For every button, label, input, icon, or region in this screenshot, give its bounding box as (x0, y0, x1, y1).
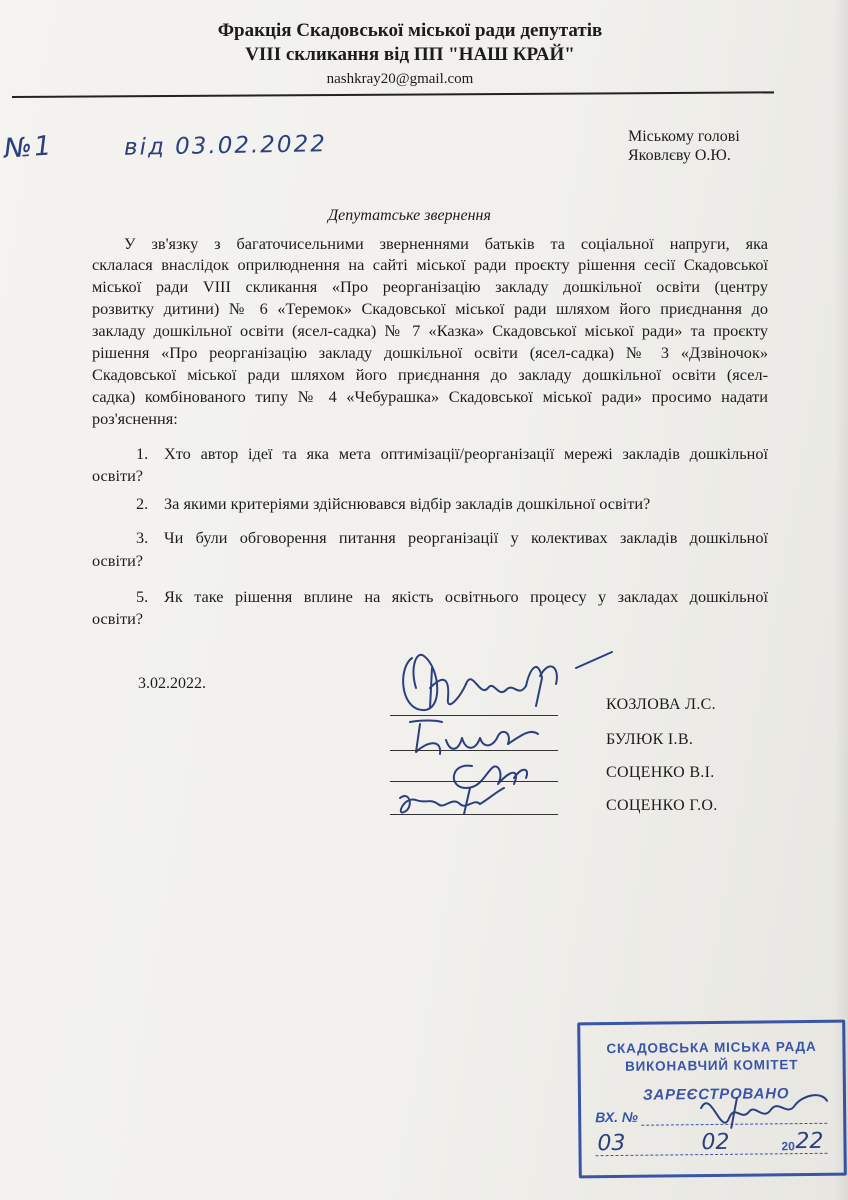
stamp-committee: ВИКОНАВЧИЙ КОМІТЕТ (624, 1057, 799, 1074)
stamp-year-suffix: 22 (795, 1128, 824, 1155)
question-text: Хто автор ідеї та яка мета оптимізації/реорганізації мережі закладів дошкільної (164, 444, 768, 463)
registration-stamp (577, 1020, 847, 1179)
signatory-name: СОЦЕНКО Г.О. (606, 797, 718, 814)
document-title: Депутатське звернення (328, 207, 491, 224)
question-item-cont (92, 551, 768, 571)
handwritten-signatures (380, 628, 620, 828)
addressee-name: Яковлєву О.Ю. (628, 147, 731, 164)
question-text-cont: освіти? (92, 466, 144, 485)
signature-line (390, 781, 558, 782)
header-organization: Фракція Скадовської міської ради депутатів (217, 20, 603, 41)
signatory-name: КОЗЛОВА Л.С. (606, 696, 716, 713)
stamp-incoming-label: ВХ. № (595, 1108, 639, 1126)
stamp-council: СКАДОВСЬКА МІСЬКА РАДА (606, 1038, 817, 1057)
body-line: роз'яснення: (92, 409, 178, 428)
question-text-cont: освіти? (92, 551, 144, 570)
question-item-cont (92, 609, 768, 629)
question-text: За якими критеріями здійснювався відбір закладів дошкільної освіти? (164, 494, 651, 513)
signatory-name: СОЦЕНКО В.І. (606, 764, 715, 781)
question-text: Чи були обговорення питання реорганізації у колективах закладів дошкільної (164, 528, 768, 547)
header-email: nashkray20@gmail.com (326, 71, 474, 87)
body-line: У зв'язку з багаточисельними зверненнями батьків та соціальної напруги, яка (124, 234, 768, 253)
body-line: Скадовської міської ради шляхом його приєднання до закладу дошкільної освіти (ясел- (92, 365, 768, 384)
stamp-date-line (596, 1153, 828, 1156)
question-number: 2. (136, 494, 149, 513)
body-line: рішення «Про реорганізацію закладу дошкільної освіти (ясел-садка) № 3 «Дзвіночок» (92, 343, 768, 362)
header-convocation: VIII скликання від ПП "НАШ КРАЙ" (245, 44, 575, 65)
header-divider (12, 91, 774, 98)
stamp-day: 03 (597, 1130, 626, 1157)
body-line: склалася внаслідок оприлюднення на сайті міської ради проєкту рішення сесії Скадовської (92, 255, 768, 274)
question-number: 1. (136, 444, 149, 463)
body-line: садка) комбінованого типу № 4 «Чебурашка» Скадовської міської ради» просимо надати (92, 387, 768, 406)
signature-date: 3.02.2022. (138, 675, 206, 692)
stamp-signature (671, 1077, 832, 1149)
question-text: Як таке рішення вплине на якість освітнього процесу у закладах дошкільної (164, 587, 768, 606)
signature-line (390, 814, 558, 815)
stamp-month: 02 (701, 1129, 730, 1156)
body-line: розвитку дитини) № 6 «Теремок» Скадовської міської ради шляхом його приєднання до (92, 299, 768, 318)
stamp-registered: ЗАРЕЄСТРОВАНО (642, 1085, 790, 1104)
body-line: закладу дошкільної освіти (ясел-садка) № 7 «Казка» Скадовської міської ради» та проєкту (92, 321, 768, 340)
body-line: міської ради VIII скликання «Про реорганізацію закладу дошкільної освіти (центру (92, 277, 768, 296)
handwritten-number: №1 (2, 130, 55, 165)
stamp-year-prefix: 20 (781, 1139, 795, 1154)
question-item-cont (92, 466, 768, 486)
signature-line (390, 715, 558, 716)
question-text-cont: освіти? (92, 609, 144, 628)
handwritten-date: від 03.02.2022 (123, 131, 328, 161)
signatory-name: БУЛЮК І.В. (606, 731, 694, 748)
signature-line (390, 750, 558, 751)
question-number: 3. (136, 528, 149, 547)
question-number: 5. (136, 587, 149, 606)
addressee-title: Міському голові (628, 128, 740, 145)
